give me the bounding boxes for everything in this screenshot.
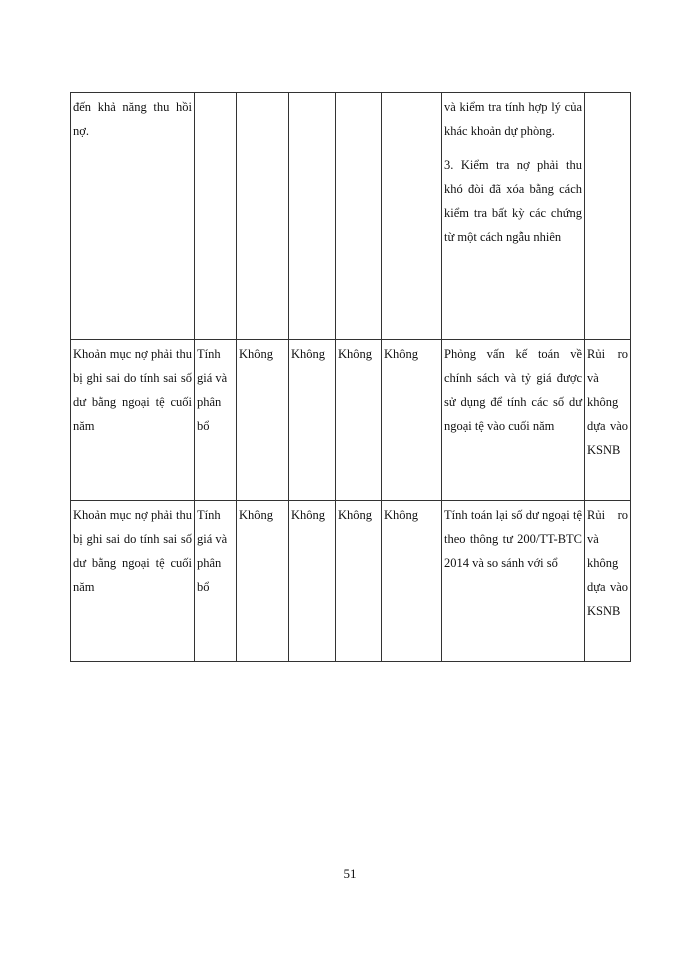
control-cell [336, 93, 382, 340]
control-cell [289, 93, 336, 340]
control-cell: Không [336, 501, 382, 662]
table-row [71, 501, 631, 662]
table-row [71, 340, 631, 501]
control-cell [237, 93, 289, 340]
procedure-cell [442, 93, 585, 340]
procedure-cell: Phỏng vấn kế toán về chính sách và tỷ giá được sử dụng để tính các số dư ngoại tệ vào cuối năm [442, 340, 585, 501]
control-cell: Không [382, 501, 442, 662]
procedure-paragraph: và kiểm tra tính hợp lý của khác khoản dự phòng. [444, 100, 582, 138]
assertion-cell [195, 93, 237, 340]
risk-description-cell: Khoản mục nợ phải thu bị ghi sai do tính sai số dư bằng ngoại tệ cuối năm [71, 340, 195, 501]
conclusion-cell [585, 93, 631, 340]
page-number: 51 [343, 866, 357, 881]
risk-description-cell: Khoản mục nợ phải thu bị ghi sai do tính sai số dư bằng ngoại tệ cuối năm [71, 501, 195, 662]
conclusion-cell: Rủi ro và không dựa vào KSNB [585, 501, 631, 662]
audit-procedure-table [70, 92, 631, 662]
control-cell: Không [289, 340, 336, 501]
risk-description-cell: đến khả năng thu hồi nợ. [71, 93, 195, 340]
table-row [71, 93, 631, 340]
procedure-paragraph: 3. Kiểm tra nợ phải thu khó đòi đã xóa bằng cách kiểm tra bất kỳ các chứng từ một cách ngẫu nhiên [444, 158, 582, 244]
control-cell: Không [289, 501, 336, 662]
control-cell: Không [237, 340, 289, 501]
assertion-cell: Tính giá và phân bổ [195, 501, 237, 662]
control-cell: Không [382, 340, 442, 501]
procedure-cell: Tính toán lại số dư ngoại tệ theo thông tư 200/TT-BTC 2014 và so sánh với sổ [442, 501, 585, 662]
conclusion-cell: Rủi ro và không dựa vào KSNB [585, 340, 631, 501]
control-cell: Không [237, 501, 289, 662]
control-cell: Không [336, 340, 382, 501]
control-cell [382, 93, 442, 340]
assertion-cell: Tính giá và phân bổ [195, 340, 237, 501]
